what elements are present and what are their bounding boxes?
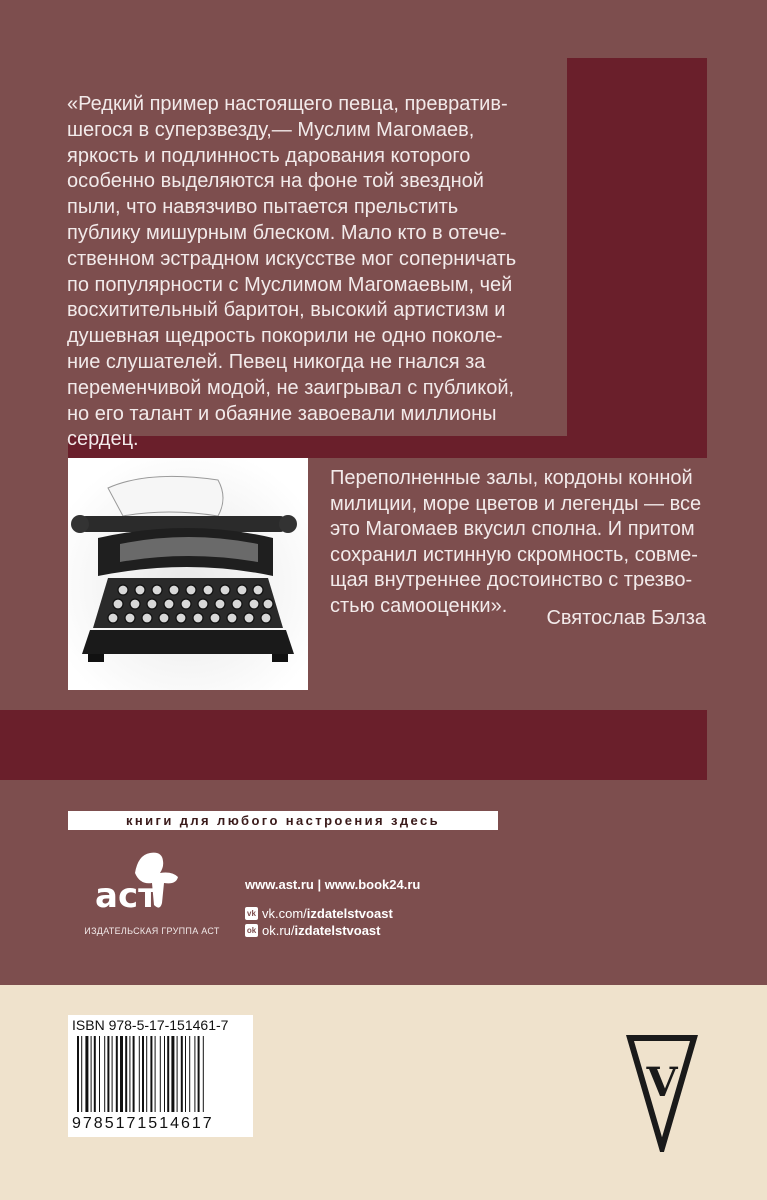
quote-line: пыли, что навязчиво пытается прельстить [67,196,459,219]
decorative-band [567,58,707,458]
site-links[interactable]: www.ast.ru | www.book24.ru [245,877,421,892]
barcode-bar [120,1036,123,1112]
slogan-banner: книги для любого настроения здесь [68,811,498,830]
vk-prefix: vk.com/ [262,906,307,921]
barcode-bar [146,1036,147,1112]
second-quote [330,466,706,619]
barcode-digits: 9785171514617 [72,1115,214,1132]
quote-line: яркость и подлинность дарования которого [67,144,471,167]
barcode-bar [94,1036,96,1112]
ok-link[interactable] [245,923,381,938]
quote-line: щая внутреннее достоинство с трезво- [330,569,693,591]
typewriter-icon [68,458,308,690]
decorative-band [0,710,707,780]
barcode-bar [194,1036,195,1112]
publisher-caption: ИЗДАТЕЛЬСКАЯ ГРУППА АСТ [84,926,220,936]
svg-text:V: V [646,1059,678,1106]
ok-handle: izdatelstvoast [294,923,381,938]
barcode-bar [107,1036,109,1112]
vk-link[interactable] [245,906,393,921]
quote-line: милиции, море цветов и легенды — все [330,492,702,515]
ast-logo-icon [80,845,230,925]
barcode-bar [133,1036,135,1112]
barcode-icon [77,1036,252,1116]
quote-line: душевная щедрость покорили не одно поколе- [67,325,503,348]
barcode-bar [142,1036,144,1112]
quote-line: восхитительный баритон, высокий артистизм и [67,299,506,322]
quote-line: Переполненные залы, кордоны конной [330,467,693,489]
quote-line: сердец. [67,428,139,451]
barcode-bar [125,1036,127,1112]
barcode-bar [85,1036,88,1112]
series-v-logo [626,1034,698,1152]
quote-line: стью самооценки». [330,594,508,617]
publisher-logo [80,845,230,960]
barcode-bar [150,1036,152,1112]
barcode-bar [198,1036,200,1112]
quote-author: Святослав Бэлза [546,607,706,629]
quote-line: переменчивой модой, не заигрывал с публикой, [67,376,515,399]
svg-text:аст: аст [95,876,158,916]
barcode-bar [177,1036,178,1112]
quote-line: по популярности с Муслимом Магомаевым, чей [67,273,513,296]
barcode-bar [160,1036,161,1112]
barcode-bar [91,1036,92,1112]
main-quote [67,92,554,453]
quote-line: «Редкий пример настоящего певца, превратив- [67,93,508,115]
barcode-bar [129,1036,130,1112]
ok-icon: ok [246,926,257,935]
barcode-bar [167,1036,169,1112]
quote-line: сохранил истинную скромность, совме- [330,543,698,566]
quote-line: это Магомаев вкусил сполна. И притом [330,518,695,540]
barcode-bar [77,1036,79,1112]
vk-icon: vk [245,907,258,920]
barcode-bar [104,1036,105,1112]
quote-line: ние слушателей. Певец никогда не гнался за [67,350,486,373]
barcode-bar [139,1036,140,1112]
barcode-bar [81,1036,82,1112]
barcode-bar [203,1036,204,1112]
typewriter-illustration [68,458,308,690]
barcode-bar [116,1036,118,1112]
isbn-label: ISBN 978-5-17-151461-7 [72,1017,229,1033]
barcode-bar [164,1036,165,1112]
barcode-bar [99,1036,100,1112]
barcode-bar [155,1036,156,1112]
quote-line: публику мишурным блеском. Мало кто в отече- [67,221,507,244]
barcode-bar [171,1036,174,1112]
quote-line: но его талант и обаяние завоевали миллионы [67,402,497,425]
quote-line: ственном эстрадном искусстве мог соперничать [67,247,517,270]
barcode-bar [189,1036,190,1112]
barcode-bar [185,1036,186,1112]
barcode-bar [112,1036,113,1112]
barcode-bar [181,1036,183,1112]
vk-handle: izdatelstvoast [306,906,393,921]
ok-prefix: ok.ru/ [262,923,295,938]
quote-line: шегося в суперзвезду,— Муслим Магомаев, [67,118,475,141]
quote-line: особенно выделяются на фоне той звездной [67,170,484,193]
